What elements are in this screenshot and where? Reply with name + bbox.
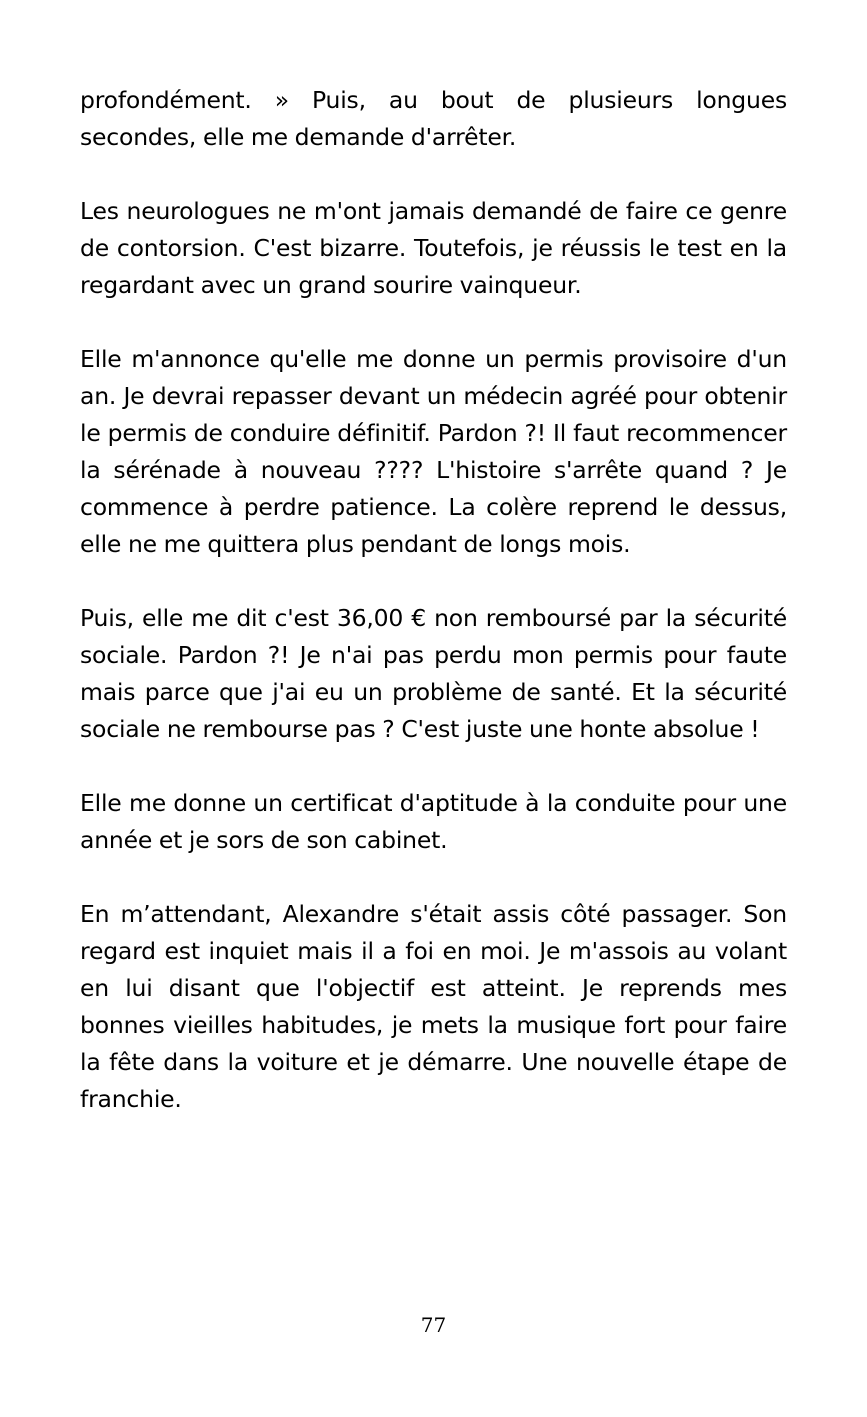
- page-body: [80, 82, 787, 1155]
- page-number: 77: [420, 1313, 447, 1337]
- paragraph-1: profondément. » Puis, au bout de plusieurs longues secondes, elle me demande d'arrêter.: [80, 86, 787, 151]
- paragraph-3: Elle m'annonce qu'elle me donne un permis provisoire d'un an. Je devrai repasser devant un médecin agréé pour obtenir le permis de conduire définitif. Pardon ?! Il faut recommencer la sérénade à nouveau ???? L'histoire s'arrête quand ? Je commence à perdre patience. La colère reprend le dessus, elle ne me quittera plus pendant de longs mois.: [80, 345, 787, 558]
- paragraph-2: Les neurologues ne m'ont jamais demandé de faire ce genre de contorsion. C'est bizarre. Toutefois, je réussis le test en la regardant avec un grand sourire vainqueur.: [80, 197, 787, 299]
- paragraph-4: Puis, elle me dit c'est 36,00 € non remboursé par la sécurité sociale. Pardon ?! Je n'ai pas perdu mon permis pour faute mais parce que j'ai eu un problème de santé. Et la sécurité sociale ne rembourse pas ? C'est juste une honte absolue !: [80, 604, 787, 743]
- paragraph-6: En m’attendant, Alexandre s'était assis côté passager. Son regard est inquiet mais il a foi en moi. Je m'assois au volant en lui disant que l'objectif est atteint. Je reprends mes bonnes vieilles habitudes, je mets la musique fort pour faire la fête dans la voiture et je démarre. Une nouvelle étape de franchie.: [80, 900, 787, 1113]
- paragraph-5: Elle me donne un certificat d'aptitude à la conduite pour une année et je sors de son cabinet.: [80, 789, 787, 854]
